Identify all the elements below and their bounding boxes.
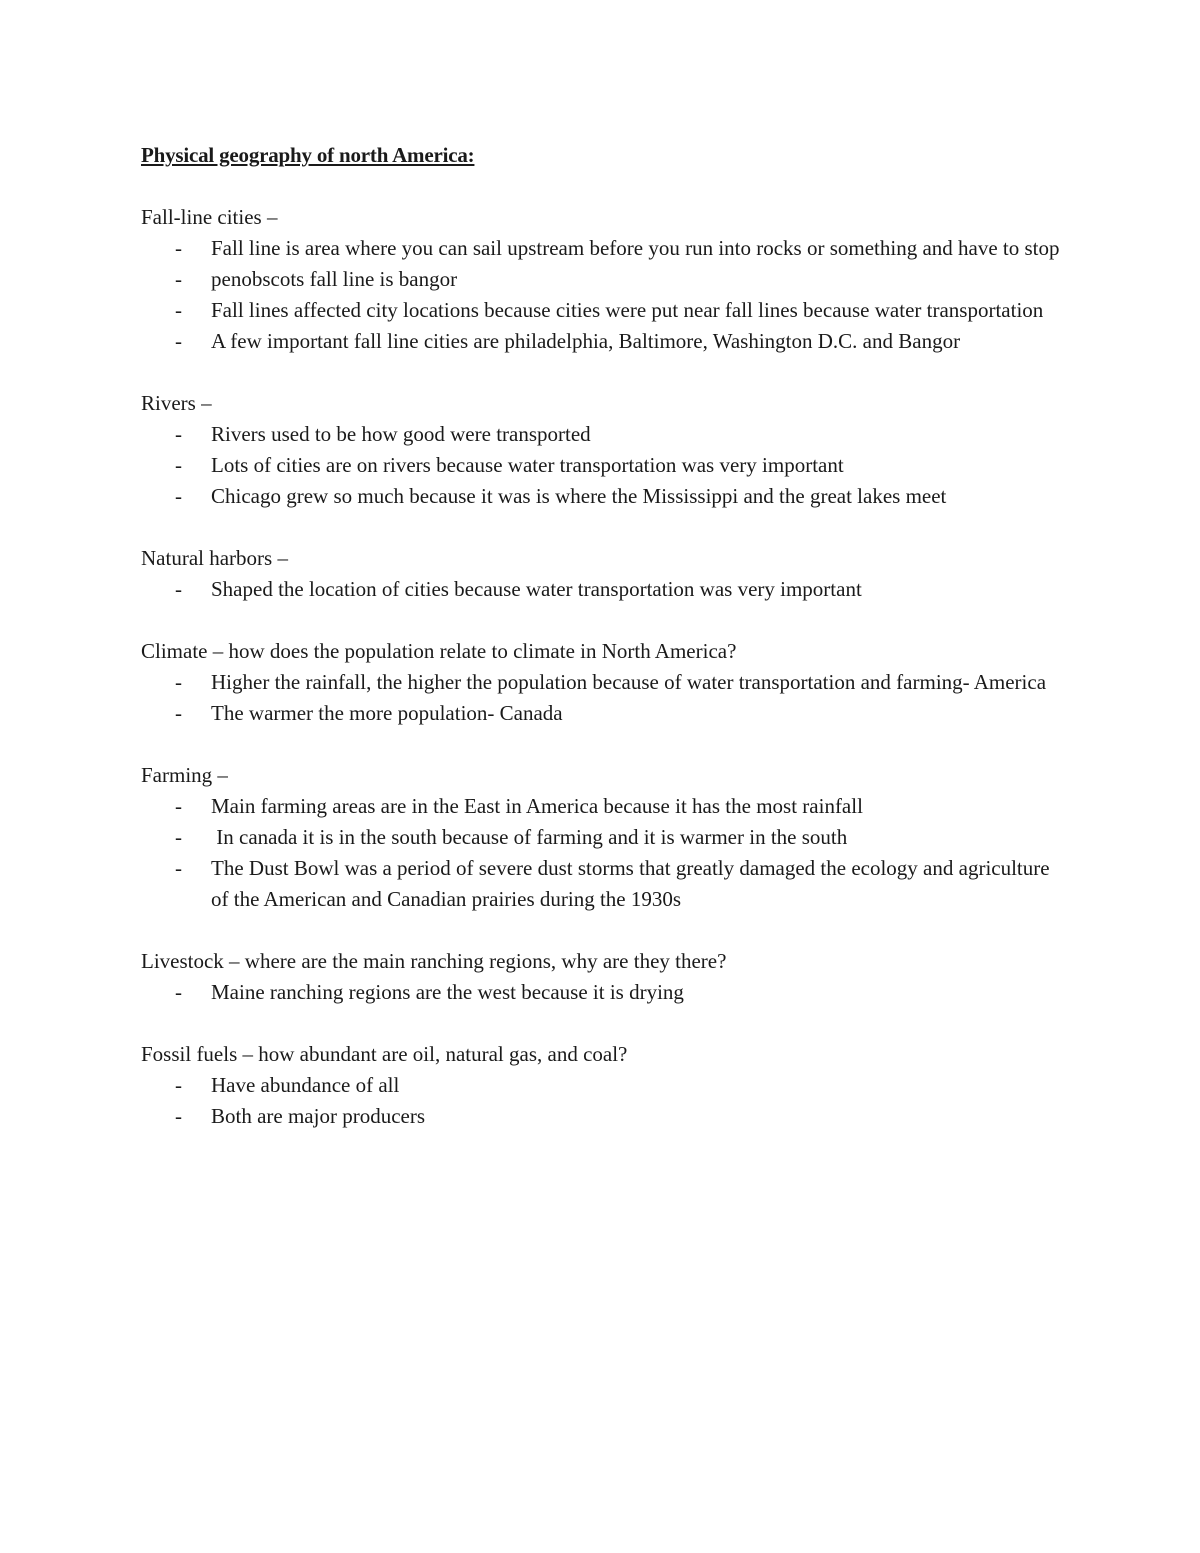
- section-heading: Rivers –: [141, 391, 212, 415]
- bullet-list: [141, 791, 1071, 915]
- section-heading: Climate – how does the population relate to climate in North America?: [141, 639, 737, 663]
- list-item-text: Both are major producers: [211, 1104, 426, 1128]
- section-natural-harbors: [141, 543, 1071, 605]
- dash-bullet: -: [175, 1073, 182, 1097]
- section-rivers: [141, 388, 1071, 512]
- dash-bullet: -: [175, 298, 182, 322]
- section-heading: Fossil fuels – how abundant are oil, natural gas, and coal?: [141, 1042, 628, 1066]
- bullet-list: [141, 419, 1071, 512]
- bullet-list: [141, 574, 1071, 605]
- bullet-list: [141, 667, 1071, 729]
- dash-bullet: -: [175, 267, 182, 291]
- list-item: [141, 853, 1071, 915]
- section-heading: Natural harbors –: [141, 546, 288, 570]
- section-heading: Farming –: [141, 763, 228, 787]
- section-climate: [141, 636, 1071, 729]
- document-title: Physical geography of north America:: [141, 143, 475, 167]
- list-item: [141, 574, 1071, 605]
- list-item-text: Chicago grew so much because it was is where the Mississippi and the great lakes meet: [211, 484, 947, 508]
- list-item-text: The Dust Bowl was a period of severe dust storms that greatly damaged the ecology and agriculture of the American and Canadian prairies during the 1930s: [211, 856, 1050, 911]
- section-heading: Livestock – where are the main ranching regions, why are they there?: [141, 949, 727, 973]
- section-fossil-fuels: [141, 1039, 1071, 1132]
- list-item: [141, 481, 1071, 512]
- list-item-text: The warmer the more population- Canada: [211, 701, 563, 725]
- section-heading: Fall-line cities –: [141, 205, 278, 229]
- list-item-text: Maine ranching regions are the west because it is drying: [211, 980, 684, 1004]
- dash-bullet: -: [175, 453, 182, 477]
- section-livestock: [141, 946, 1071, 1008]
- list-item: [141, 1070, 1071, 1101]
- list-item: [141, 295, 1071, 326]
- list-item-text: Lots of cities are on rivers because water transportation was very important: [211, 453, 844, 477]
- dash-bullet: -: [175, 856, 182, 880]
- list-item: [141, 1101, 1071, 1132]
- list-item: [141, 264, 1071, 295]
- dash-bullet: -: [175, 484, 182, 508]
- list-item-text: Have abundance of all: [211, 1073, 400, 1097]
- list-item-text: Shaped the location of cities because water transportation was very important: [211, 577, 862, 601]
- dash-bullet: -: [175, 422, 182, 446]
- list-item: [141, 326, 1071, 357]
- list-item-text: Rivers used to be how good were transported: [211, 422, 591, 446]
- bullet-list: [141, 1070, 1071, 1132]
- list-item-text: Higher the rainfall, the higher the population because of water transportation and farming- America: [211, 670, 1047, 694]
- section-farming: [141, 760, 1071, 915]
- bullet-list: [141, 233, 1071, 357]
- dash-bullet: -: [175, 980, 182, 1004]
- list-item-text: Main farming areas are in the East in America because it has the most rainfall: [211, 794, 863, 818]
- dash-bullet: -: [175, 670, 182, 694]
- list-item: [141, 450, 1071, 481]
- dash-bullet: -: [175, 577, 182, 601]
- dash-bullet: -: [175, 701, 182, 725]
- list-item: [141, 419, 1071, 450]
- dash-bullet: -: [175, 236, 182, 260]
- section-fall-line-cities: [141, 202, 1071, 357]
- list-item: [141, 233, 1071, 264]
- list-item: [141, 977, 1071, 1008]
- document-page: [141, 140, 1071, 1163]
- list-item: [141, 667, 1071, 698]
- list-item-text: A few important fall line cities are philadelphia, Baltimore, Washington D.C. and Bangor: [211, 329, 961, 353]
- list-item-text: Fall lines affected city locations because cities were put near fall lines because water transportation: [211, 298, 1044, 322]
- list-item-text: Fall line is area where you can sail upstream before you run into rocks or something and have to stop: [211, 236, 1060, 260]
- dash-bullet: -: [175, 825, 182, 849]
- bullet-list: [141, 977, 1071, 1008]
- list-item: [141, 791, 1071, 822]
- list-item: [141, 822, 1071, 853]
- dash-bullet: -: [175, 794, 182, 818]
- dash-bullet: -: [175, 1104, 182, 1128]
- dash-bullet: -: [175, 329, 182, 353]
- list-item: [141, 698, 1071, 729]
- list-item-text: penobscots fall line is bangor: [211, 267, 458, 291]
- list-item-text: In canada it is in the south because of farming and it is warmer in the south: [211, 825, 848, 849]
